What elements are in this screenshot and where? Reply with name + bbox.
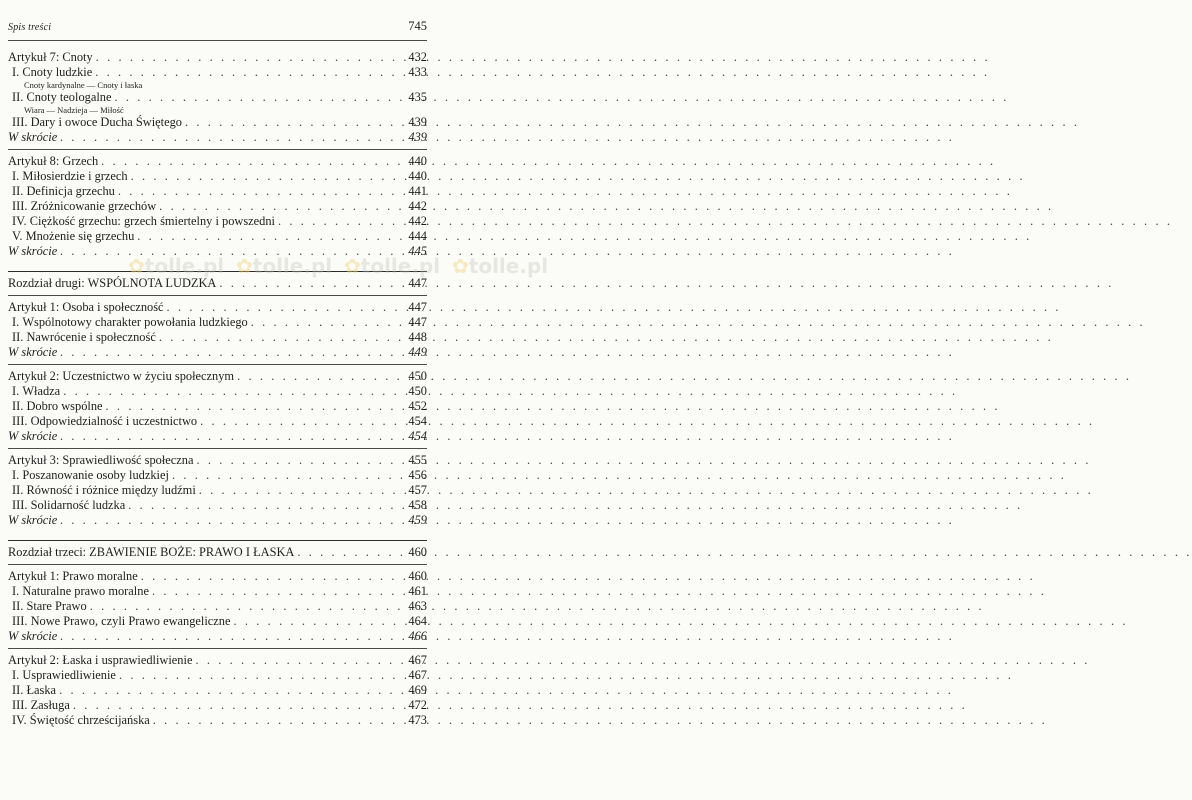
- toc-entry-title: [8, 244, 57, 259]
- roman-numeral: II.: [12, 330, 24, 344]
- roman-numeral: II.: [12, 483, 24, 497]
- toc-entry-title: [8, 483, 196, 498]
- leader-dots: [101, 154, 404, 169]
- toc-entry-title: [8, 169, 128, 184]
- entry-text: Miłosierdzie i grzech: [22, 169, 128, 183]
- toc-entry-title: [8, 315, 248, 330]
- toc-entry[interactable]: [8, 300, 427, 315]
- leader-dots: [196, 453, 404, 468]
- toc-entry-title: [8, 453, 193, 468]
- leader-dots: [251, 315, 404, 330]
- toc-page-number: 433: [408, 65, 427, 79]
- toc-page-number: 456: [408, 468, 427, 482]
- toc-entry[interactable]: [8, 429, 427, 444]
- toc-entry[interactable]: [8, 414, 427, 429]
- toc-entry-title: [8, 50, 93, 65]
- entry-text: Równość i różnice między ludźmi: [26, 483, 196, 497]
- leader-dots: [237, 369, 404, 384]
- toc-entry-title: [8, 614, 231, 629]
- toc-page-number: 467: [408, 668, 427, 682]
- toc-entry-title: [8, 399, 103, 414]
- entry-text: Artykuł 2: Łaska i usprawiedliwienie: [8, 653, 193, 667]
- leader-dots: [95, 65, 404, 80]
- toc-page-number: 439: [408, 130, 427, 144]
- entry-text: Mnożenie się grzechu: [25, 229, 135, 243]
- toc-entry[interactable]: [8, 498, 427, 513]
- toc-entry-title: [8, 683, 56, 698]
- toc-entry-title: [8, 599, 87, 614]
- toc-entry-title: [8, 229, 134, 244]
- toc-entry[interactable]: [8, 653, 427, 668]
- roman-numeral: I.: [12, 584, 20, 598]
- toc-entry[interactable]: [8, 614, 427, 629]
- toc-entry[interactable]: [8, 369, 427, 384]
- entry-text: Nawrócenie i społeczność: [26, 330, 156, 344]
- roman-numeral: III.: [12, 614, 28, 628]
- toc-entry[interactable]: [8, 65, 427, 80]
- leader-dots: [199, 483, 404, 498]
- toc-entry-title: [8, 384, 60, 399]
- roman-numeral: IV.: [12, 214, 27, 228]
- entry-text: Usprawiedliwienie: [22, 668, 116, 682]
- table-of-contents: [8, 50, 427, 728]
- leader-dots: [167, 300, 404, 315]
- leader-dots: [141, 569, 404, 584]
- toc-entry-title: [8, 713, 150, 728]
- leader-dots: [137, 229, 404, 244]
- toc-entry-title: [8, 115, 182, 130]
- toc-entry-title: [8, 345, 57, 360]
- toc-entry[interactable]: [8, 345, 427, 360]
- toc-page-number: 473: [408, 713, 427, 727]
- toc-page-number: 440: [408, 169, 427, 183]
- entry-text: Cnoty teologalne: [26, 90, 112, 104]
- toc-entry[interactable]: [8, 90, 427, 105]
- toc-entry[interactable]: [8, 130, 427, 145]
- toc-page-number: 460: [408, 545, 427, 559]
- toc-entry[interactable]: [8, 315, 427, 330]
- entry-text: Artykuł 1: Prawo moralne: [8, 569, 138, 583]
- toc-page-number: 452: [408, 399, 427, 413]
- entry-text: Władza: [22, 384, 61, 398]
- entry-text: Artykuł 2: Uczestnictwo w życiu społecznym: [8, 369, 235, 383]
- toc-entry-title: [8, 369, 234, 384]
- leader-dots: [118, 184, 404, 199]
- roman-numeral: II.: [12, 599, 24, 613]
- toc-entry[interactable]: [8, 384, 427, 399]
- leader-dots: [172, 468, 404, 483]
- entry-text: Artykuł 8: Grzech: [8, 154, 99, 168]
- toc-entry[interactable]: [8, 115, 427, 130]
- toc-entry-title: [8, 629, 57, 644]
- entry-text: W skrócie: [8, 629, 58, 643]
- article-section: [8, 300, 427, 360]
- toc-page-number: 442: [408, 214, 427, 228]
- leader-dots: [60, 244, 404, 259]
- entry-text: W skrócie: [8, 513, 58, 527]
- article-section: [8, 453, 427, 528]
- leader-dots: [200, 414, 404, 429]
- entry-text: Cnoty ludzkie: [22, 65, 93, 79]
- roman-numeral: IV.: [12, 713, 27, 727]
- leader-dots: [159, 330, 404, 345]
- toc-entry-title: [8, 80, 142, 90]
- toc-entry-title: [8, 414, 197, 429]
- leader-dots: [96, 50, 404, 65]
- toc-entry-title: [8, 276, 216, 291]
- watermark: ✿tolle.pl: [128, 254, 225, 278]
- chapter-heading: [8, 545, 427, 560]
- roman-numeral: I.: [12, 65, 20, 79]
- toc-entry[interactable]: [8, 513, 427, 528]
- toc-page-number: 439: [408, 115, 427, 129]
- entry-text: Rozdział drugi: WSPÓLNOTA LUDZKA: [8, 276, 217, 290]
- toc-subtopics[interactable]: [8, 80, 427, 90]
- leader-dots: [278, 214, 404, 229]
- toc-entry[interactable]: [8, 276, 427, 291]
- leader-dots: [297, 545, 404, 560]
- toc-page-number: 463: [408, 599, 427, 613]
- article-section: [8, 653, 427, 728]
- article-section: [8, 369, 427, 444]
- entry-text: Definicja grzechu: [26, 184, 115, 198]
- toc-subtopics[interactable]: [8, 105, 427, 115]
- roman-numeral: III.: [12, 698, 28, 712]
- roman-numeral: I.: [12, 384, 20, 398]
- roman-numeral: II.: [12, 90, 24, 104]
- toc-page-number: 447: [408, 276, 427, 290]
- roman-numeral: I.: [12, 668, 20, 682]
- entry-text: Świętość chrześcijańska: [29, 713, 150, 727]
- leader-dots: [152, 584, 404, 599]
- leader-dots: [60, 629, 404, 644]
- spacer: [8, 528, 427, 540]
- leader-dots: [114, 90, 404, 105]
- roman-numeral: V.: [12, 229, 23, 243]
- toc-entry[interactable]: [8, 214, 427, 229]
- entry-text: W skrócie: [8, 244, 58, 258]
- entry-text: Dary i owoce Ducha Świętego: [30, 115, 182, 129]
- toc-entry-title: [8, 105, 124, 115]
- entry-text: W skrócie: [8, 345, 58, 359]
- chapter-heading: [8, 276, 427, 291]
- leader-dots: [60, 130, 404, 145]
- toc-page-number: 458: [408, 498, 427, 512]
- toc-page-number: 441: [408, 184, 427, 198]
- toc-entry-title: [8, 130, 57, 145]
- toc-page-number: 459: [408, 513, 427, 527]
- leader-dots: [234, 614, 405, 629]
- toc-page-number: 466: [408, 629, 427, 643]
- toc-entry-title: [8, 653, 192, 668]
- entry-text: W skrócie: [8, 429, 58, 443]
- toc-entry-title: [8, 199, 156, 214]
- entry-text: Naturalne prawo moralne: [22, 584, 149, 598]
- entry-text: Łaska: [26, 683, 57, 697]
- toc-page-number: 450: [408, 369, 427, 383]
- entry-text: Artykuł 7: Cnoty: [8, 50, 93, 64]
- toc-page-number: 442: [408, 199, 427, 213]
- toc-entry[interactable]: [8, 545, 427, 560]
- toc-entry[interactable]: [8, 713, 427, 728]
- leader-dots: [90, 599, 404, 614]
- toc-page-number: 454: [408, 429, 427, 443]
- toc-page-number: 467: [408, 653, 427, 667]
- toc-entry-title: [8, 698, 70, 713]
- roman-numeral: I.: [12, 468, 20, 482]
- toc-entry-title: [8, 429, 57, 444]
- toc-page-number: 448: [408, 330, 427, 344]
- roman-numeral: I.: [12, 315, 20, 329]
- toc-entry[interactable]: [8, 698, 427, 713]
- entry-text: W skrócie: [8, 130, 58, 144]
- toc-page-number: 450: [408, 384, 427, 398]
- toc-entry-title: [8, 468, 169, 483]
- toc-entry-title: [8, 668, 116, 683]
- toc-page-number: 445: [408, 244, 427, 258]
- toc-page-number: 435: [408, 90, 427, 104]
- leader-dots: [60, 345, 404, 360]
- toc-entry[interactable]: [8, 629, 427, 644]
- toc-entry-title: [8, 90, 111, 105]
- roman-numeral: II.: [12, 184, 24, 198]
- toc-entry[interactable]: [8, 453, 427, 468]
- page-number: 745: [408, 19, 427, 33]
- leader-dots: [119, 668, 404, 683]
- toc-entry[interactable]: [8, 229, 427, 244]
- toc-page-number: 464: [408, 614, 427, 628]
- entry-text: Stare Prawo: [26, 599, 87, 613]
- leader-dots: [106, 399, 404, 414]
- entry-text: Wspólnotowy charakter powołania ludzkiego: [22, 315, 248, 329]
- toc-entry-title: [8, 513, 57, 528]
- toc-page-number: 449: [408, 345, 427, 359]
- leader-dots: [153, 713, 404, 728]
- toc-page-number: 457: [408, 483, 427, 497]
- entry-text: Cnoty kardynalne — Cnoty i łaska: [24, 80, 143, 90]
- toc-entry[interactable]: [8, 169, 427, 184]
- roman-numeral: III.: [12, 115, 28, 129]
- toc-entry[interactable]: [8, 668, 427, 683]
- toc-entry-title: [8, 184, 115, 199]
- toc-entry[interactable]: [8, 330, 427, 345]
- toc-page-number: 455: [408, 453, 427, 467]
- toc-page-number: 440: [408, 154, 427, 168]
- toc-entry-title: [8, 569, 138, 584]
- article-section: [8, 154, 427, 259]
- toc-page-number: 461: [408, 584, 427, 598]
- leader-dots: [63, 384, 404, 399]
- toc-page-number: 469: [408, 683, 427, 697]
- watermark: ✿tolle.pl: [236, 254, 333, 278]
- entry-text: Rozdział trzeci: ZBAWIENIE BOŻE: PRAWO I ŁASKA: [8, 545, 295, 559]
- toc-page-number: 432: [408, 50, 427, 64]
- entry-text: Artykuł 3: Sprawiedliwość społeczna: [8, 453, 194, 467]
- toc-entry-title: [8, 214, 275, 229]
- article-section: [8, 50, 427, 145]
- toc-entry[interactable]: [8, 569, 427, 584]
- leader-dots: [185, 115, 404, 130]
- toc-entry[interactable]: [8, 199, 427, 214]
- roman-numeral: II.: [12, 399, 24, 413]
- roman-numeral: II.: [12, 683, 24, 697]
- toc-entry[interactable]: [8, 184, 427, 199]
- watermark: ✿tolle.pl: [452, 254, 549, 278]
- roman-numeral: III.: [12, 414, 28, 428]
- toc-entry[interactable]: [8, 468, 427, 483]
- toc-entry[interactable]: [8, 399, 427, 414]
- toc-entry[interactable]: [8, 154, 427, 169]
- toc-page-number: 444: [408, 229, 427, 243]
- toc-page-number: 460: [408, 569, 427, 583]
- entry-text: Wiara — Nadzieja — Miłość: [24, 105, 124, 115]
- leader-dots: [195, 653, 404, 668]
- roman-numeral: III.: [12, 199, 28, 213]
- entry-text: Artykuł 1: Osoba i społeczność: [8, 300, 164, 314]
- toc-entry-title: [8, 545, 294, 560]
- toc-entry-title: [8, 584, 149, 599]
- toc-entry[interactable]: [8, 683, 427, 698]
- leader-dots: [73, 698, 404, 713]
- toc-entry-title: [8, 330, 156, 345]
- book-page: [0, 0, 549, 800]
- leader-dots: [219, 276, 404, 291]
- roman-numeral: III.: [12, 498, 28, 512]
- leader-dots: [60, 513, 404, 528]
- entry-text: Solidarność ludzka: [30, 498, 126, 512]
- entry-text: Zróżnicowanie grzechów: [30, 199, 157, 213]
- spacer: [8, 259, 427, 271]
- entry-text: Odpowiedzialność i uczestnictwo: [30, 414, 198, 428]
- toc-page-number: 472: [408, 698, 427, 712]
- entry-text: Poszanowanie osoby ludzkiej: [22, 468, 169, 482]
- toc-entry[interactable]: [8, 599, 427, 614]
- running-head: [8, 16, 427, 41]
- watermark: ✿tolle.pl: [344, 254, 441, 278]
- toc-entry-title: [8, 65, 92, 80]
- toc-entry[interactable]: [8, 483, 427, 498]
- toc-page-number: 447: [408, 315, 427, 329]
- leader-dots: [131, 169, 404, 184]
- entry-text: Ciężkość grzechu: grzech śmiertelny i powszedni: [29, 214, 276, 228]
- entry-text: Nowe Prawo, czyli Prawo ewangeliczne: [30, 614, 231, 628]
- toc-entry-title: [8, 498, 125, 513]
- entry-text: Dobro wspólne: [26, 399, 103, 413]
- article-section: [8, 569, 427, 644]
- leader-dots: [60, 429, 404, 444]
- roman-numeral: I.: [12, 169, 20, 183]
- running-head-title: Spis treści: [8, 22, 52, 33]
- entry-text: Zasługa: [30, 698, 70, 712]
- leader-dots: [128, 498, 404, 513]
- toc-entry-title: [8, 154, 98, 169]
- leader-dots: [159, 199, 404, 214]
- leader-dots: [59, 683, 404, 698]
- toc-page-number: 447: [408, 300, 427, 314]
- toc-entry-title: [8, 300, 164, 315]
- toc-entry[interactable]: [8, 584, 427, 599]
- toc-entry[interactable]: [8, 244, 427, 259]
- toc-page-number: 454: [408, 414, 427, 428]
- toc-entry[interactable]: [8, 50, 427, 65]
